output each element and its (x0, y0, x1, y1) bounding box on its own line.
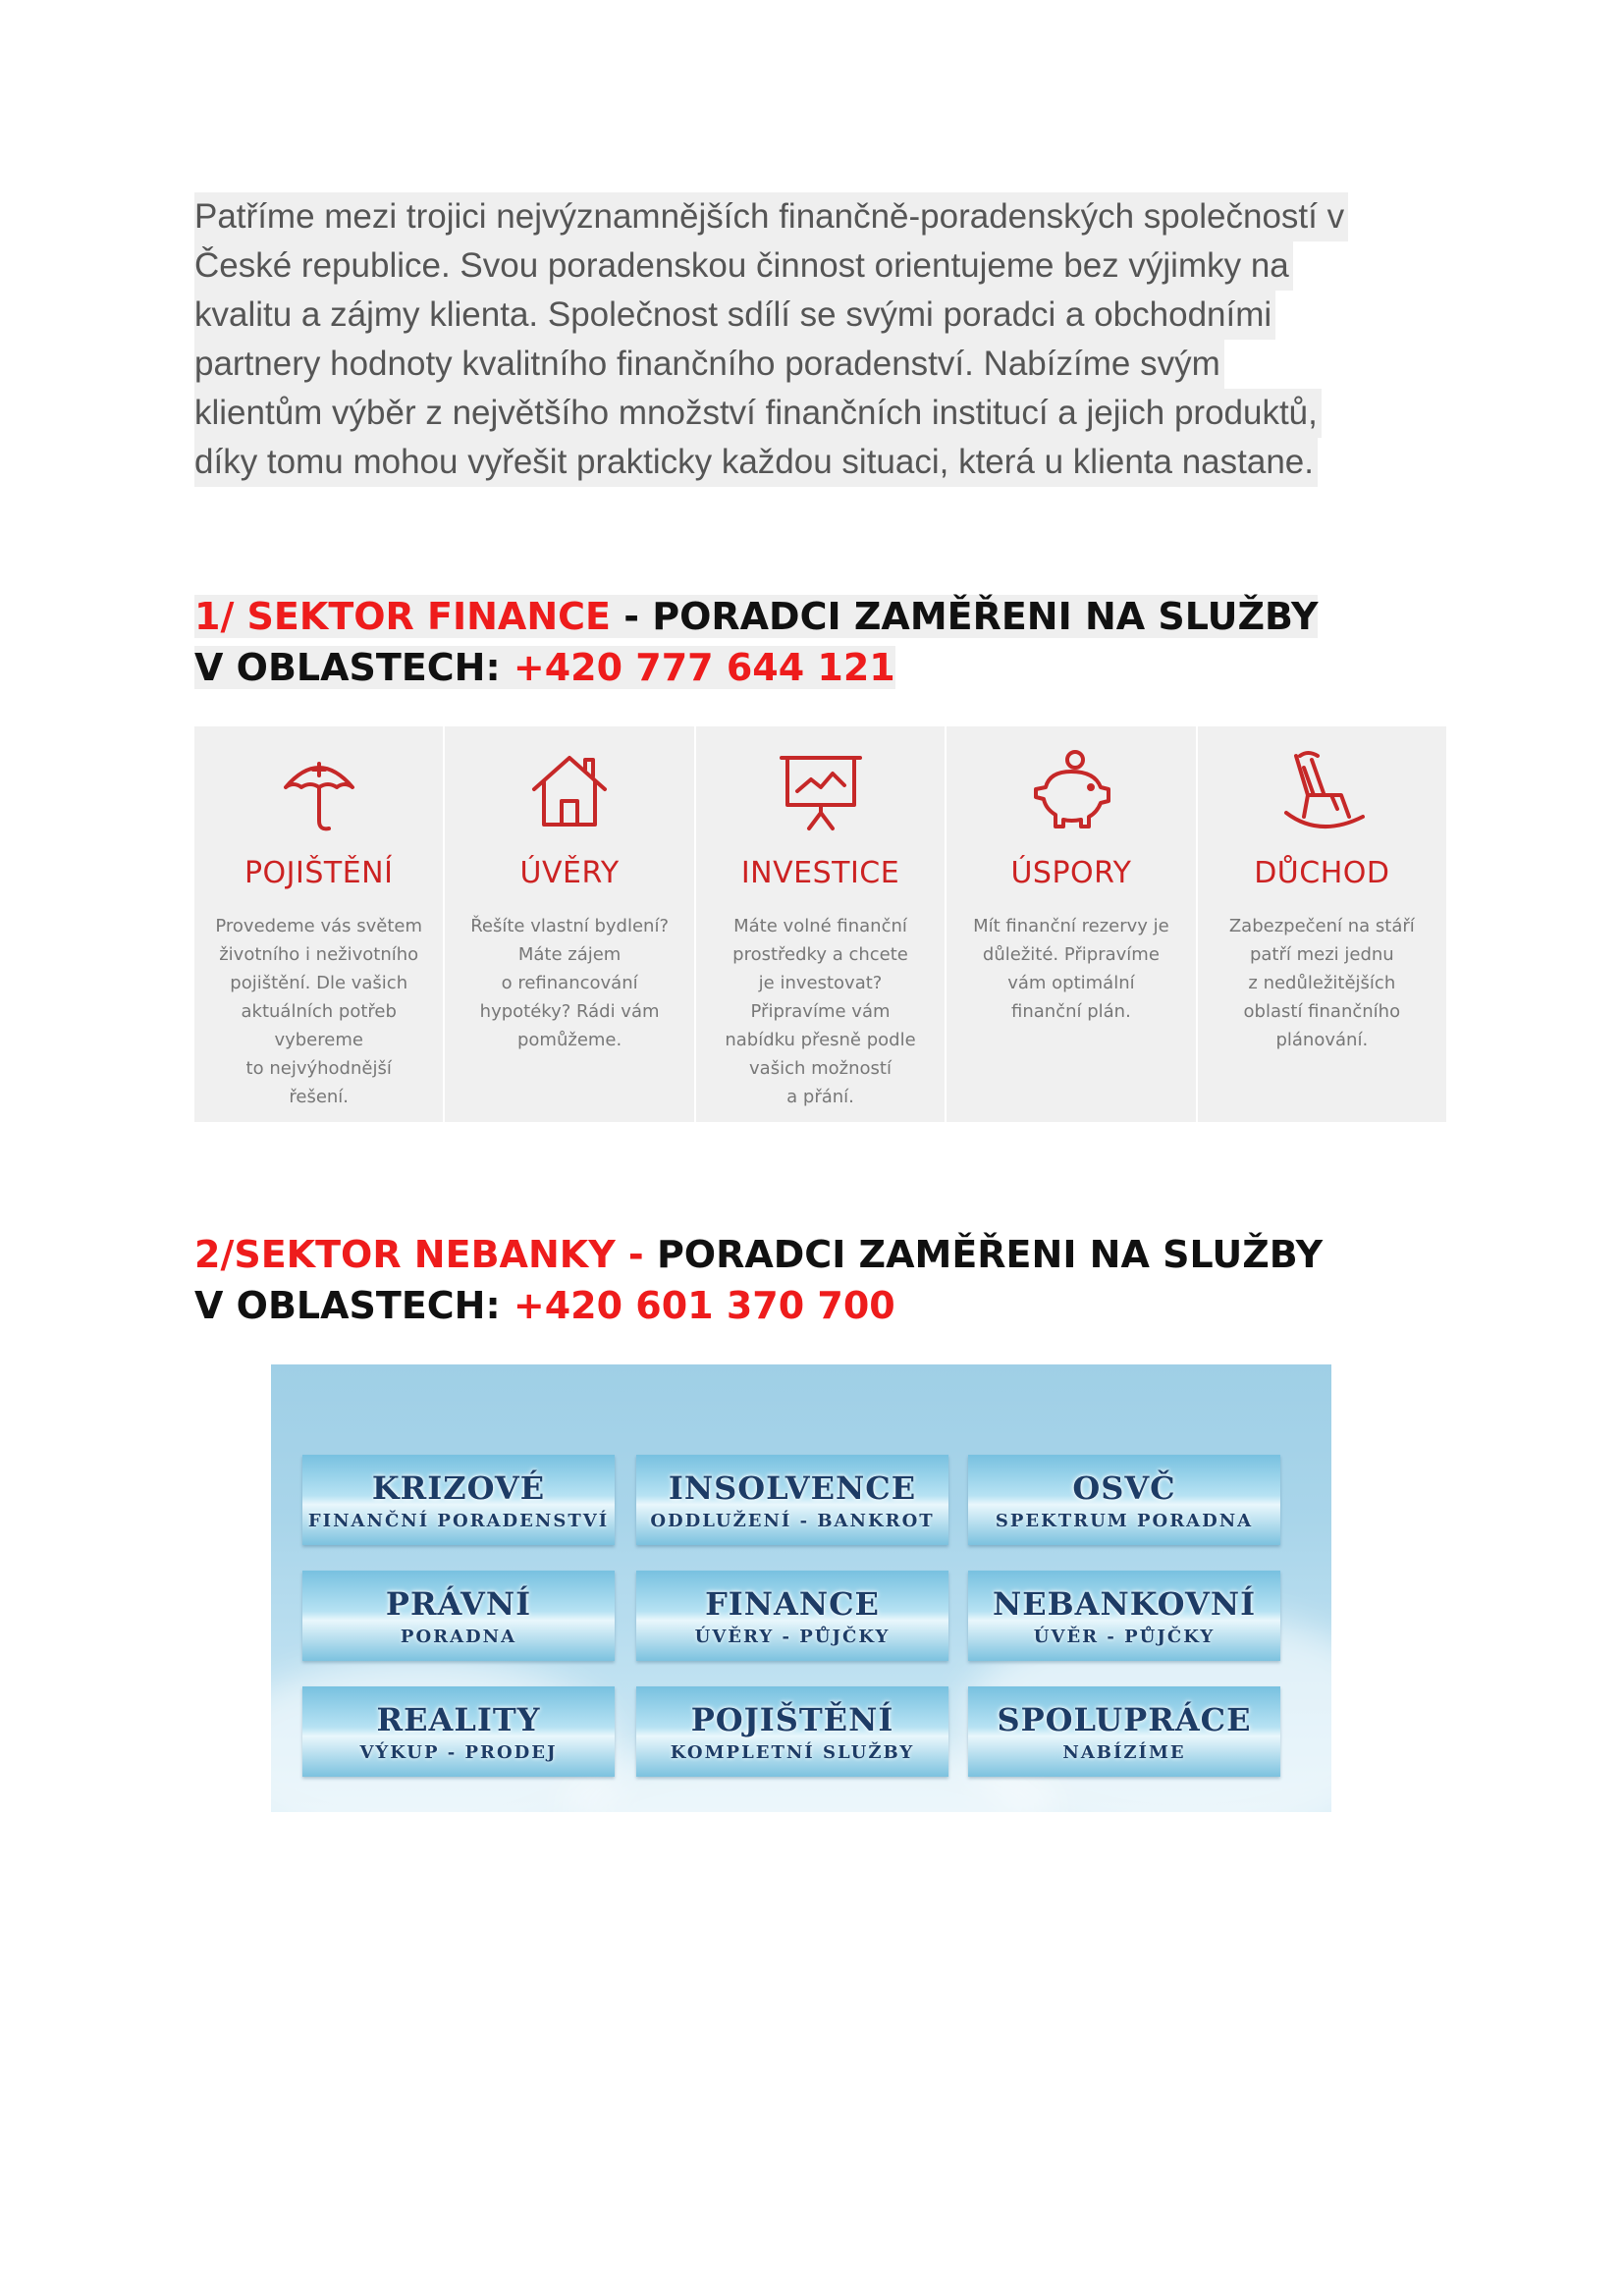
service-tile[interactable] (636, 1455, 948, 1545)
service-column-investice (696, 726, 947, 1122)
tile-subtitle: NABÍZÍME (1062, 1741, 1186, 1763)
intro-line: České republice. Svou poradenskou činnost orientujeme bez výjimky na (194, 241, 1293, 291)
tile-subtitle: FINANČNÍ PORADENSTVÍ (307, 1510, 610, 1531)
service-title: ÚSPORY (1010, 856, 1132, 890)
tile-title: SPOLUPRÁCE (997, 1700, 1252, 1738)
service-title: POJIŠTĚNÍ (243, 856, 394, 890)
service-title: ÚVĚRY (519, 856, 620, 890)
tile-subtitle: KOMPLETNÍ SLUŽBY (670, 1741, 915, 1763)
service-tile[interactable] (968, 1571, 1280, 1661)
tile-title: FINANCE (705, 1584, 880, 1623)
tile-title: INSOLVENCE (668, 1468, 917, 1507)
intro-line: partnery hodnoty kvalitního finančního poradenství. Nabízíme svým (194, 340, 1224, 389)
presentation-chart-icon (774, 744, 868, 838)
sector2-label: 2/SEKTOR NEBANKY - (194, 1233, 657, 1276)
service-tile[interactable] (636, 1571, 948, 1661)
tile-title: PRÁVNÍ (385, 1584, 532, 1623)
service-column-duchod (1198, 726, 1446, 1122)
house-icon (522, 744, 617, 838)
service-tile[interactable] (636, 1686, 948, 1777)
tile-subtitle: ODDLUŽENÍ - BANKROT (650, 1510, 935, 1531)
sector2-heading (194, 1229, 1323, 1331)
service-tile[interactable] (302, 1455, 615, 1545)
service-tile[interactable] (302, 1686, 615, 1777)
service-description: Provedeme vás světem životního i neživotního pojištění. Dle vašich aktuálních potřeb vybereme to nejvýhodnější řešení. (215, 916, 423, 1107)
piggy-bank-icon (1024, 744, 1118, 838)
sector1-heading-text: - PORADCI ZAMĚŘENI NA SLUŽBY (611, 595, 1319, 638)
tile-subtitle: SPEKTRUM PORADNA (995, 1510, 1254, 1531)
intro-line: kvalitu a zájmy klienta. Společnost sdílí se svými poradci a obchodními (194, 291, 1275, 340)
sector1-services-panel (194, 726, 1446, 1122)
service-description: Zabezpečení na stáří patří mezi jednu z nedůležitějších oblastí finančního plánování. (1228, 916, 1415, 1050)
tile-title: POJIŠTĚNÍ (690, 1700, 894, 1738)
service-description: Mít finanční rezervy je důležité. Připravíme vám optimální finanční plán. (973, 916, 1169, 1022)
service-column-uvery (445, 726, 695, 1122)
sector2-heading-text: PORADCI ZAMĚŘENI NA SLUŽBY (656, 1233, 1324, 1276)
sector2-phone[interactable]: +420 601 370 700 (513, 1284, 895, 1327)
rocking-chair-icon (1274, 744, 1369, 838)
sector1-heading (194, 591, 1318, 693)
service-description: Máte volné finanční prostředky a chcete je investovat? Připravíme vám nabídku přesně podle vašich možností a přání. (725, 916, 916, 1107)
intro-line: Patříme mezi trojici nejvýznamnějších finančně-poradenských společností v (194, 192, 1348, 241)
sector2-areas-label: V OBLASTECH: (194, 1284, 514, 1327)
intro-line: klientům výběr z největšího množství finančních institucí a jejich produktů, (194, 389, 1322, 438)
service-tile[interactable] (968, 1686, 1280, 1777)
umbrella-icon (272, 744, 366, 838)
service-title: DŮCHOD (1254, 856, 1390, 890)
tile-subtitle: VÝKUP - PRODEJ (359, 1741, 558, 1763)
tile-title: OSVČ (1072, 1468, 1176, 1507)
tile-subtitle: ÚVĚRY - PŮJČKY (694, 1626, 891, 1647)
tile-subtitle: PORADNA (400, 1626, 517, 1647)
tile-title: REALITY (376, 1700, 541, 1738)
sector1-phone[interactable]: +420 777 644 121 (513, 646, 895, 689)
service-tile[interactable] (968, 1455, 1280, 1545)
service-tile[interactable] (302, 1571, 615, 1661)
tile-title: KRIZOVÉ (371, 1468, 546, 1507)
tile-subtitle: ÚVĚR - PŮJČKY (1033, 1626, 1216, 1647)
sector1-label: 1/ SEKTOR FINANCE (194, 595, 611, 638)
intro-line: díky tomu mohou vyřešit prakticky každou situaci, která u klienta nastane. (194, 438, 1318, 487)
intro-paragraph (194, 192, 1451, 487)
service-title: INVESTICE (740, 856, 900, 890)
service-column-pojisteni (194, 726, 445, 1122)
tile-title: NEBANKOVNÍ (992, 1584, 1257, 1623)
sector1-areas-label: V OBLASTECH: (194, 646, 514, 689)
sector2-services-banner (271, 1364, 1331, 1812)
service-description: Řešíte vlastní bydlení? Máte zájem o refinancování hypotéky? Rádi vám pomůžeme. (470, 916, 669, 1050)
service-column-uspory (947, 726, 1197, 1122)
